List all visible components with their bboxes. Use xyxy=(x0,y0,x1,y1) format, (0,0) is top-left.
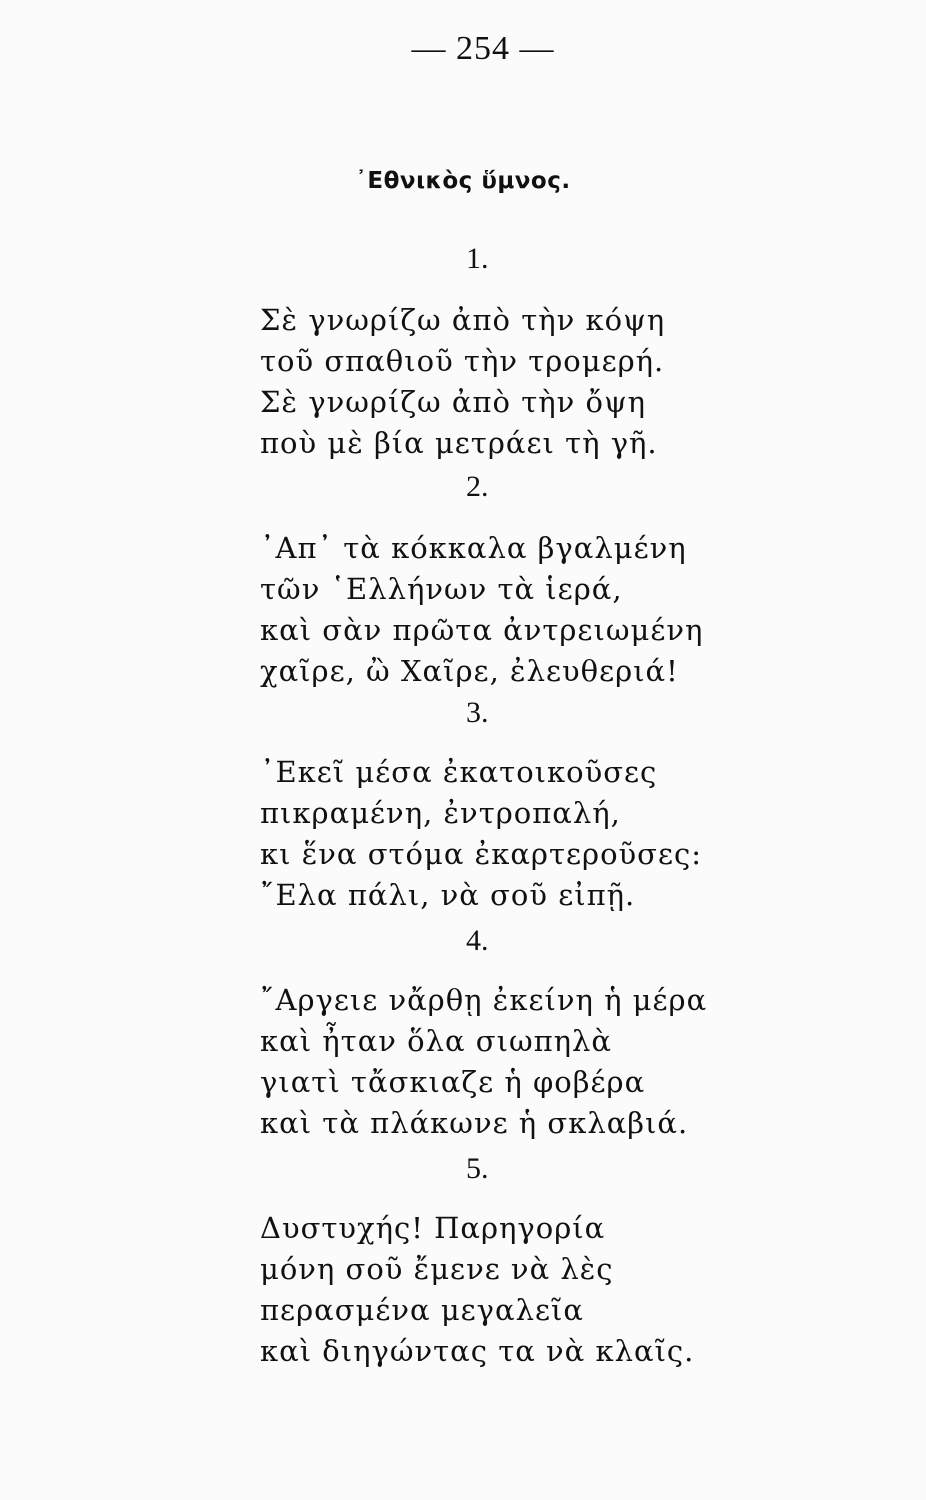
stanza-number: 2. xyxy=(466,470,489,503)
verse-line: Σὲ γνωρίζω ἀπὸ τὴν κόψη xyxy=(260,303,666,337)
stanza-number: 4. xyxy=(466,924,489,957)
stanza xyxy=(260,528,900,692)
verse-line: χαῖρε, ὢ Χαῖρε, ἐλευθεριά! xyxy=(260,654,679,688)
verse-line: γιατὶ τἄσκιαζε ἡ φοβέρα xyxy=(260,1065,646,1099)
verse-line: κι ἕνα στόμα ἐκαρτεροῦσες: xyxy=(260,837,703,871)
stanza-number: 1. xyxy=(466,242,489,275)
verse-line: ῎Αργειε νἄρθῃ ἐκείνη ἡ μέρα xyxy=(260,983,708,1017)
verse-line: ᾿Εκεῖ μέσα ἐκατοικοῦσες xyxy=(260,755,658,789)
verse-line: περασμένα μεγαλεῖα xyxy=(260,1293,584,1327)
verse-line: ᾿Απ᾿ τὰ κόκκαλα βγαλμένη xyxy=(260,531,687,565)
verse-line: καὶ διηγώντας τα νὰ κλαῖς. xyxy=(260,1334,695,1368)
stanza-number: 3. xyxy=(466,696,489,729)
stanza xyxy=(260,980,900,1144)
verse-line: μόνη σοῦ ἔμενε νὰ λὲς xyxy=(260,1252,614,1286)
verse-line: καὶ σὰν πρῶτα ἀντρειωμένη xyxy=(260,613,704,647)
verse-line: Δυστυχής! Παρηγορία xyxy=(260,1211,606,1245)
stanza-number: 5. xyxy=(466,1152,489,1185)
stanza xyxy=(260,1208,900,1372)
poem-title: ᾿Εθνικὸς ὕμνος. xyxy=(355,168,571,194)
verse-line: πικραμένη, ἐντροπαλή, xyxy=(260,796,621,830)
page-number: — 254 — xyxy=(411,30,555,67)
stanza xyxy=(260,300,900,464)
verse-line: καὶ τὰ πλάκωνε ἡ σκλαβιά. xyxy=(260,1106,689,1140)
verse-line: ποὺ μὲ βία μετράει τὴ γῆ. xyxy=(260,426,658,460)
verse-line: Σὲ γνωρίζω ἀπὸ τὴν ὄψη xyxy=(260,385,647,419)
stanza xyxy=(260,752,900,916)
verse-line: καὶ ἦταν ὅλα σιωπηλὰ xyxy=(260,1024,612,1058)
verse-line: ῎Ελα πάλι, νὰ σοῦ εἰπῇ. xyxy=(260,878,636,912)
verse-line: τοῦ σπαθιοῦ τὴν τρομερή. xyxy=(260,344,665,378)
verse-line: τῶν ῾Ελλήνων τὰ ἱερά, xyxy=(260,572,623,606)
